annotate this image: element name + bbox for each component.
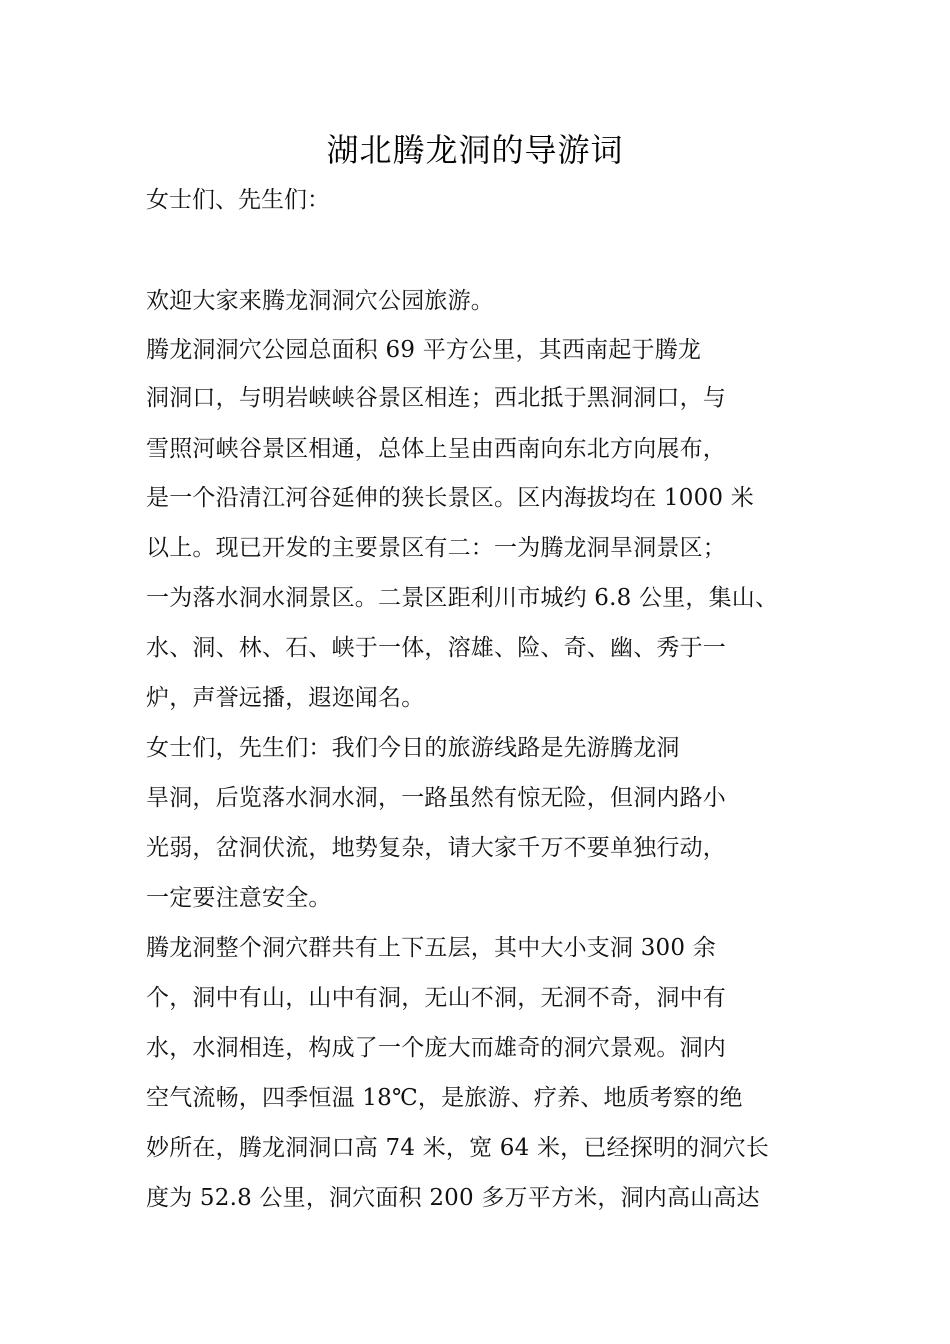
body-line: 雪照河峡谷景区相通，总体上呈由西南向东北方向展布， <box>146 436 726 462</box>
body-line: 妙所在，腾龙洞洞口高 74 米，宽 64 米，已经探明的洞穴长 <box>146 1135 769 1161</box>
salutation: 女士们、先生们： <box>146 187 330 213</box>
body-line: 欢迎大家来腾龙洞洞穴公园旅游。 <box>146 288 494 314</box>
body-line: 女士们，先生们：我们今日的旅游线路是先游腾龙洞 <box>146 735 680 761</box>
document-title: 湖北腾龙洞的导游词 <box>326 131 624 169</box>
body-line: 炉，声誉远播，遐迩闻名。 <box>146 685 425 711</box>
body-line: 水，水洞相连，构成了一个庞大而雄奇的洞穴景观。洞内 <box>146 1035 726 1061</box>
body-line: 是一个沿清江河谷延伸的狭长景区。区内海拔均在 1000 米 <box>146 485 754 511</box>
body-line: 一定要注意安全。 <box>146 885 332 911</box>
body-line: 空气流畅，四季恒温 18℃，是旅游、疗养、地质考察的绝 <box>146 1085 743 1111</box>
body-line: 个，洞中有山，山中有洞，无山不洞，无洞不奇，洞中有 <box>146 985 726 1011</box>
body-line: 光弱，岔洞伏流，地势复杂，请大家千万不要单独行动， <box>146 835 726 861</box>
body-line: 度为 52.8 公里，洞穴面积 200 多万平方米，洞内高山高达 <box>146 1185 760 1211</box>
body-line: 腾龙洞整个洞穴群共有上下五层，其中大小支洞 300 余 <box>146 935 716 961</box>
body-line: 水、洞、林、石、峡于一体，溶雄、险、奇、幽、秀于一 <box>146 635 726 661</box>
body-line: 洞洞口，与明岩峡峡谷景区相连；西北抵于黑洞洞口，与 <box>146 385 726 411</box>
body-line: 腾龙洞洞穴公园总面积 69 平方公里，其西南起于腾龙 <box>146 337 702 363</box>
body-line: 以上。现已开发的主要景区有二：一为腾龙洞旱洞景区； <box>146 535 726 561</box>
body-line: 一为落水洞水洞景区。二景区距利川市城约 6.8 公里，集山、 <box>146 585 779 611</box>
body-line: 旱洞，后览落水洞水洞，一路虽然有惊无险，但洞内路小 <box>146 785 726 811</box>
